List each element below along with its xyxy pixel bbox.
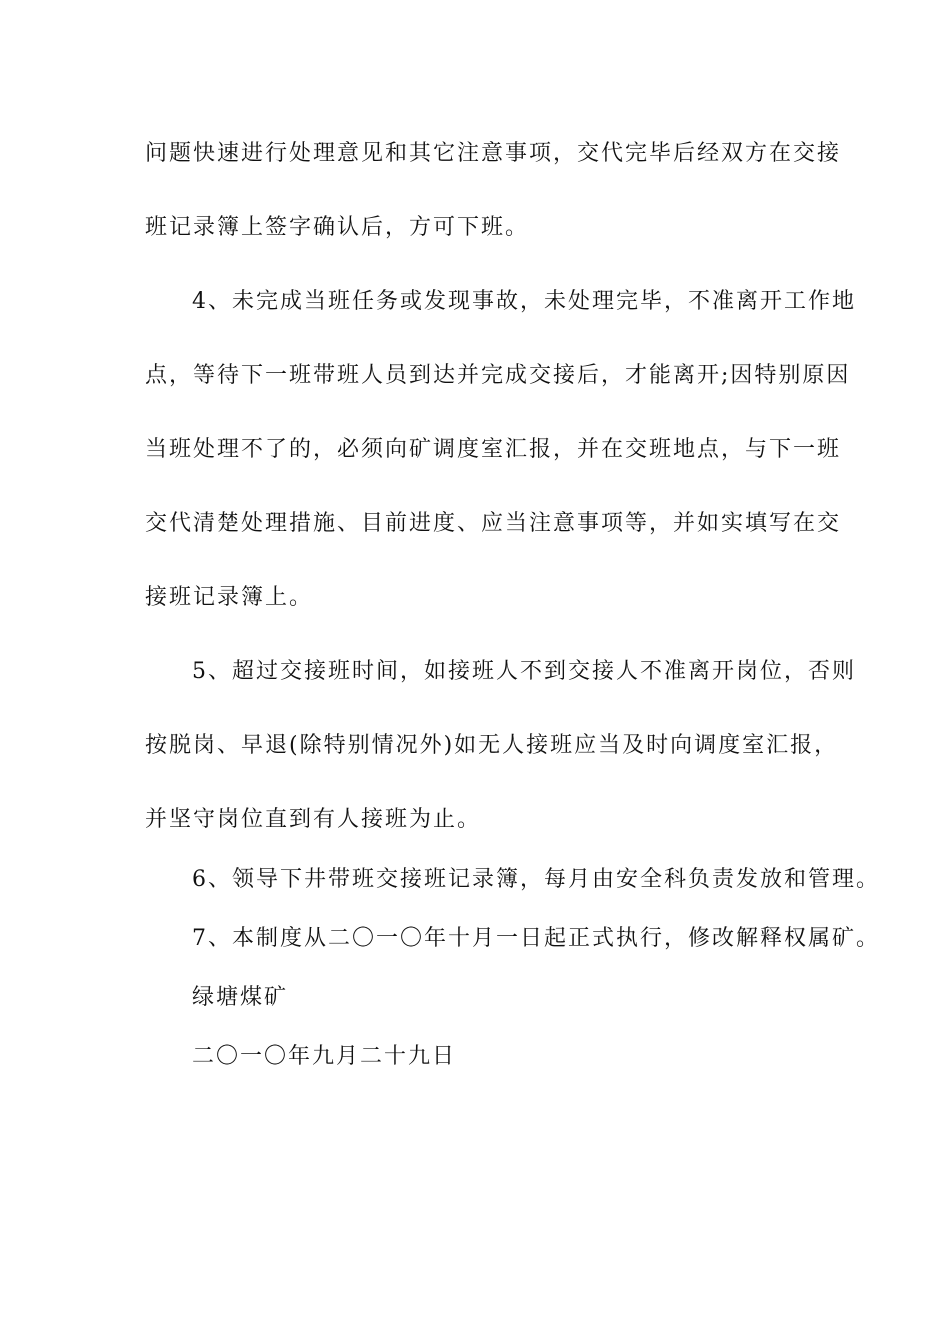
signature-date: 二〇一〇年九月二十九日 <box>192 1044 457 1069</box>
paragraph-line: 5、超过交接班时间，如接班人不到交接人不准离开岗位，否则 <box>192 659 856 684</box>
signature-organization: 绿塘煤矿 <box>192 985 289 1010</box>
paragraph-line: 6、领导下井带班交接班记录簿，每月由安全科负责发放和管理。 <box>192 867 880 892</box>
paragraph-line: 7、本制度从二〇一〇年十月一日起正式执行，修改解释权属矿。 <box>192 926 880 951</box>
paragraph-line: 问题快速进行处理意见和其它注意事项，交代完毕后经双方在交接 <box>145 141 842 166</box>
paragraph-line: 4、未完成当班任务或发现事故，未处理完毕，不准离开工作地 <box>192 289 856 314</box>
paragraph-line: 按脱岗、早退(除特别情况外)如无人接班应当及时向调度室汇报， <box>145 733 839 758</box>
paragraph-line: 交代清楚处理措施、目前进度、应当注意事项等，并如实填写在交 <box>145 511 842 536</box>
paragraph-line: 班记录簿上签字确认后，方可下班。 <box>145 215 530 240</box>
paragraph-line: 当班处理不了的，必须向矿调度室汇报，并在交班地点，与下一班 <box>145 437 842 462</box>
paragraph-line: 并坚守岗位直到有人接班为止。 <box>145 807 482 832</box>
paragraph-line: 点，等待下一班带班人员到达并完成交接后，才能离开;因特别原因 <box>145 363 851 388</box>
paragraph-line: 接班记录簿上。 <box>145 585 314 610</box>
